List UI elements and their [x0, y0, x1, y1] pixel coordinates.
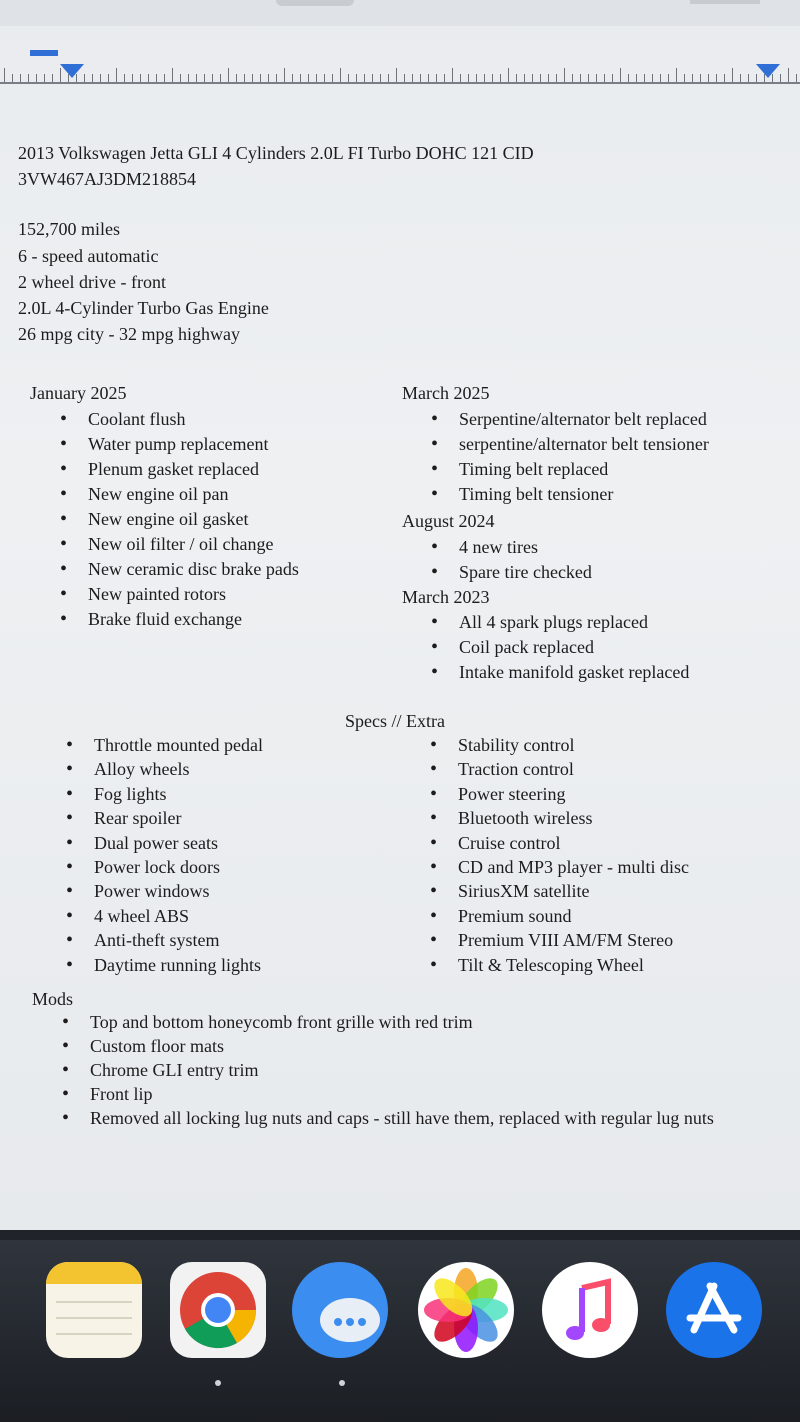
list-item: • New painted rotors — [88, 582, 299, 607]
spec-line: 2.0L 4-Cylinder Turbo Gas Engine — [18, 298, 269, 318]
right-indent-marker[interactable] — [756, 64, 780, 78]
photos-icon-graphic — [418, 1262, 514, 1358]
list-item: • Coolant flush — [88, 407, 299, 432]
list-item: • CD and MP3 player - multi disc — [458, 855, 689, 879]
service-heading-jan-2025: January 2025 — [30, 383, 127, 403]
list-item: • Power steering — [458, 782, 689, 806]
service-heading-mar-2025: March 2025 — [402, 383, 490, 403]
window-tab-right[interactable] — [690, 0, 760, 4]
list-item: • Custom floor mats — [90, 1034, 714, 1058]
chrome-icon[interactable] — [170, 1262, 266, 1358]
ruler-tick — [708, 74, 709, 82]
list-item: • Throttle mounted pedal — [94, 733, 263, 757]
ruler-tick — [452, 68, 453, 82]
ruler-tick — [540, 74, 541, 82]
ruler-tick — [420, 74, 421, 82]
list-item: • Coil pack replaced — [459, 635, 689, 660]
ruler-tick — [372, 74, 373, 82]
ruler-tick — [236, 74, 237, 82]
ruler-tick — [404, 74, 405, 82]
list-item: • Cruise control — [458, 831, 689, 855]
ruler-tick — [716, 74, 717, 82]
list-item: • Bluetooth wireless — [458, 806, 689, 830]
ruler-tick — [164, 74, 165, 82]
ruler-tick — [44, 74, 45, 82]
ruler-tick — [772, 74, 773, 82]
list-item: • Stability control — [458, 733, 689, 757]
ruler-tick — [492, 74, 493, 82]
list-item: • Tilt & Telescoping Wheel — [458, 953, 689, 977]
list-item: • Daytime running lights — [94, 953, 263, 977]
ruler-tick — [12, 74, 13, 82]
ruler-tick — [484, 74, 485, 82]
app-store-icon-graphic — [666, 1262, 762, 1358]
list-item: • New engine oil gasket — [88, 507, 299, 532]
ruler-tick — [156, 74, 157, 82]
notes-icon[interactable] — [46, 1262, 142, 1358]
messages-icon-graphic — [292, 1262, 388, 1358]
ruler-tick — [700, 74, 701, 82]
ruler-tick — [20, 74, 21, 82]
chrome-icon-graphic — [170, 1262, 266, 1358]
ruler-tick — [300, 74, 301, 82]
mods-list — [90, 1010, 714, 1130]
ruler-tick — [780, 74, 781, 82]
list-item: • Anti-theft system — [94, 928, 263, 952]
ruler-tick — [364, 74, 365, 82]
messages-icon[interactable] — [292, 1262, 388, 1358]
ruler-tick — [756, 74, 757, 82]
list-item: • Plenum gasket replaced — [88, 457, 299, 482]
ruler[interactable] — [0, 44, 800, 90]
ruler-tick — [52, 74, 53, 82]
ruler-tick — [516, 74, 517, 82]
list-item: • Removed all locking lug nuts and caps - still have them, replaced with regular lug nuts — [90, 1106, 714, 1130]
list-item: • Traction control — [458, 757, 689, 781]
ruler-tick — [740, 74, 741, 82]
ruler-tick — [252, 74, 253, 82]
ruler-tick — [340, 68, 341, 82]
list-item: • Top and bottom honeycomb front grille with red trim — [90, 1010, 714, 1034]
ruler-tick — [356, 74, 357, 82]
ruler-tick — [748, 74, 749, 82]
ruler-tick — [276, 74, 277, 82]
ruler-tick — [676, 68, 677, 82]
ruler-tick — [436, 74, 437, 82]
list-item: • Premium VIII AM/FM Stereo — [458, 928, 689, 952]
vehicle-title: 2013 Volkswagen Jetta GLI 4 Cylinders 2.0L FI Turbo DOHC 121 CID — [18, 143, 534, 163]
mods-heading: Mods — [32, 989, 74, 1009]
ruler-tick — [428, 74, 429, 82]
ruler-tick — [196, 74, 197, 82]
list-item: • Dual power seats — [94, 831, 263, 855]
ruler-tick — [36, 74, 37, 82]
ruler-tick — [108, 74, 109, 82]
spec-line: 152,700 miles — [18, 219, 120, 239]
spec-line: 26 mpg city - 32 mpg highway — [18, 324, 240, 344]
ruler-tick — [612, 74, 613, 82]
ruler-tick — [316, 74, 317, 82]
list-item: • Water pump replacement — [88, 432, 299, 457]
list-item: • Serpentine/alternator belt replaced — [459, 407, 709, 432]
list-item: • Front lip — [90, 1082, 714, 1106]
list-item: • Spare tire checked — [459, 560, 592, 585]
list-item: • New engine oil pan — [88, 482, 299, 507]
ruler-tick — [564, 68, 565, 82]
list-item: • Chrome GLI entry trim — [90, 1058, 714, 1082]
ruler-tick — [788, 68, 789, 82]
ruler-tick — [524, 74, 525, 82]
list-item: • New ceramic disc brake pads — [88, 557, 299, 582]
service-list-jan-2025 — [88, 407, 299, 632]
ruler-tick — [348, 74, 349, 82]
ruler-tick — [212, 74, 213, 82]
ruler-tick — [476, 74, 477, 82]
service-list-aug-2024 — [459, 535, 592, 585]
ruler-tick — [124, 74, 125, 82]
ruler-tick — [396, 68, 397, 82]
ruler-baseline — [0, 82, 800, 84]
ruler-tick — [60, 68, 61, 82]
ruler-tick — [204, 74, 205, 82]
ruler-tick — [4, 68, 5, 82]
ruler-tick — [100, 74, 101, 82]
notes-icon-graphic — [46, 1262, 142, 1358]
ruler-tick — [228, 68, 229, 82]
ruler-tick — [580, 74, 581, 82]
ruler-tick — [76, 74, 77, 82]
list-item: • 4 new tires — [459, 535, 592, 560]
ruler-tick — [188, 74, 189, 82]
service-list-mar-2025 — [459, 407, 709, 507]
ruler-tick — [588, 74, 589, 82]
ruler-tick — [668, 74, 669, 82]
ruler-tick — [268, 74, 269, 82]
ruler-tick — [444, 74, 445, 82]
messages-running-indicator — [339, 1380, 345, 1386]
ruler-tick — [148, 74, 149, 82]
list-item: • SiriusXM satellite — [458, 879, 689, 903]
ruler-tick — [324, 74, 325, 82]
ruler-tick — [692, 74, 693, 82]
ruler-tick — [220, 74, 221, 82]
list-item: • Rear spoiler — [94, 806, 263, 830]
ruler-tick — [652, 74, 653, 82]
ruler-tick — [84, 74, 85, 82]
ruler-tick — [604, 74, 605, 82]
ruler-tick — [684, 74, 685, 82]
ruler-tick — [28, 74, 29, 82]
service-heading-mar-2023: March 2023 — [402, 587, 490, 607]
title-bar — [0, 0, 800, 26]
ruler-tick — [460, 74, 461, 82]
service-heading-aug-2024: August 2024 — [402, 511, 495, 531]
left-indent-marker[interactable] — [60, 64, 84, 78]
ruler-tick — [332, 74, 333, 82]
ruler-tick — [388, 74, 389, 82]
ruler-tick — [468, 74, 469, 82]
list-item: • Alloy wheels — [94, 757, 263, 781]
ruler-tick — [796, 74, 797, 82]
list-item: • Premium sound — [458, 904, 689, 928]
ruler-tick — [644, 74, 645, 82]
ruler-tick — [628, 74, 629, 82]
list-item: • serpentine/alternator belt tensioner — [459, 432, 709, 457]
ruler-tick — [244, 74, 245, 82]
chrome-running-indicator — [215, 1380, 221, 1386]
first-line-indent-marker[interactable] — [30, 50, 58, 56]
ruler-tick — [732, 68, 733, 82]
ruler-tick — [180, 74, 181, 82]
extras-list-left — [94, 733, 263, 977]
ruler-tick — [92, 74, 93, 82]
spec-line: 6 - speed automatic — [18, 246, 159, 266]
list-item: • Intake manifold gasket replaced — [459, 660, 689, 685]
list-item: • Power lock doors — [94, 855, 263, 879]
list-item: • Timing belt replaced — [459, 457, 709, 482]
music-icon-graphic — [542, 1262, 638, 1358]
service-list-mar-2023 — [459, 610, 689, 685]
ruler-tick — [284, 68, 285, 82]
ruler-tick — [620, 68, 621, 82]
app-store-icon[interactable] — [666, 1262, 762, 1358]
ruler-tick — [172, 68, 173, 82]
ruler-tick — [572, 74, 573, 82]
ruler-tick — [556, 74, 557, 82]
list-item: • Brake fluid exchange — [88, 607, 299, 632]
list-item: • Power windows — [94, 879, 263, 903]
extras-heading: Specs // Extra — [345, 711, 445, 731]
ruler-tick — [532, 74, 533, 82]
vin: 3VW467AJ3DM218854 — [18, 169, 196, 189]
ruler-tick — [116, 68, 117, 82]
ruler-tick — [292, 74, 293, 82]
ruler-tick — [500, 74, 501, 82]
ruler-tick — [68, 74, 69, 82]
list-item: • All 4 spark plugs replaced — [459, 610, 689, 635]
ruler-tick — [724, 74, 725, 82]
ruler-tick — [548, 74, 549, 82]
ruler-tick — [596, 74, 597, 82]
photos-icon[interactable] — [418, 1262, 514, 1358]
ruler-tick — [260, 74, 261, 82]
ruler-tick — [764, 74, 765, 82]
ruler-tick — [308, 74, 309, 82]
list-item: • New oil filter / oil change — [88, 532, 299, 557]
ruler-tick — [508, 68, 509, 82]
ruler-tick — [140, 74, 141, 82]
spec-line: 2 wheel drive - front — [18, 272, 166, 292]
music-icon[interactable] — [542, 1262, 638, 1358]
ruler-tick — [132, 74, 133, 82]
ruler-tick — [380, 74, 381, 82]
ruler-tick — [660, 74, 661, 82]
list-item: • Fog lights — [94, 782, 263, 806]
list-item: • 4 wheel ABS — [94, 904, 263, 928]
window-tab[interactable] — [276, 0, 354, 6]
ruler-tick — [636, 74, 637, 82]
list-item: • Timing belt tensioner — [459, 482, 709, 507]
extras-list-right — [458, 733, 689, 977]
ruler-tick — [412, 74, 413, 82]
